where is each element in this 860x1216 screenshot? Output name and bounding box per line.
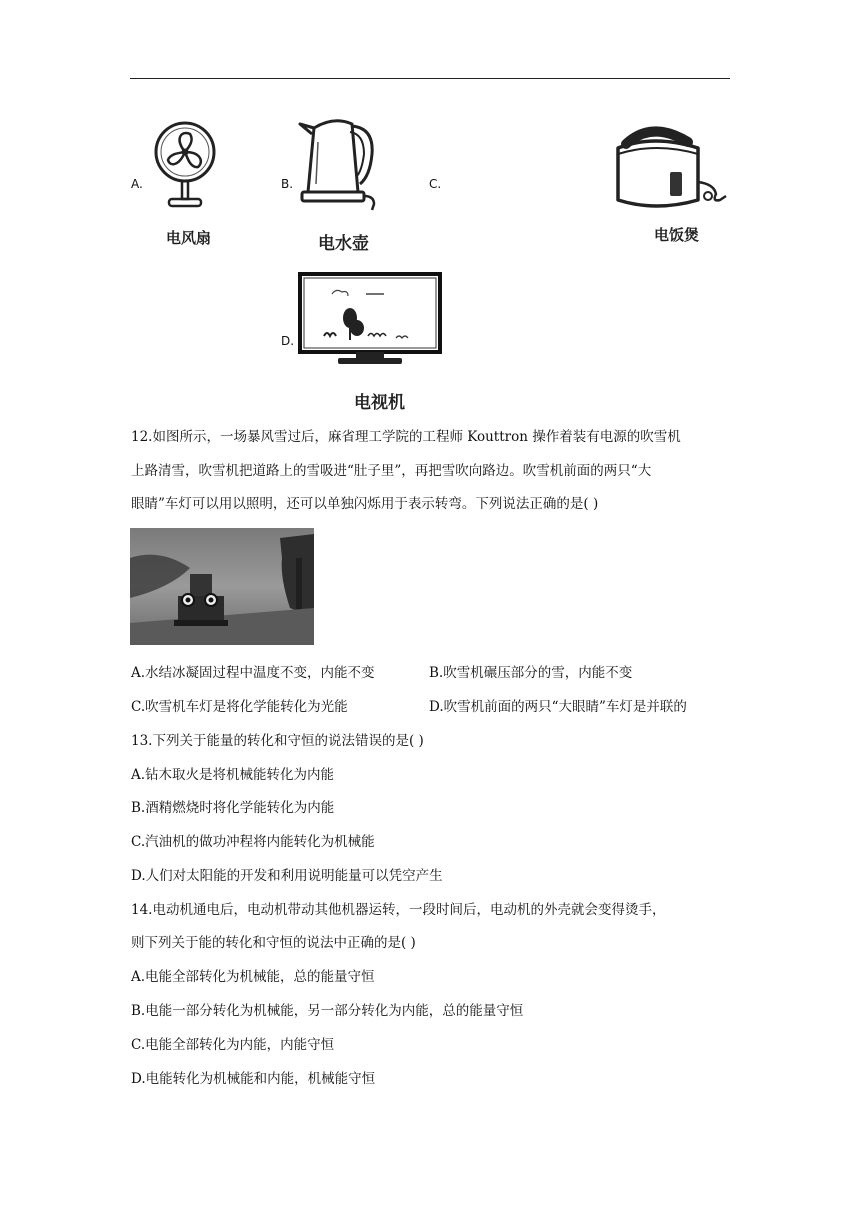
- option-c-letter: C.: [429, 177, 442, 191]
- header-rule: [130, 78, 730, 79]
- option-a-letter: A.: [131, 177, 143, 191]
- option-a[interactable]: [130, 110, 250, 250]
- option-d[interactable]: [280, 268, 460, 414]
- television-icon: [298, 272, 442, 368]
- option-c-caption: 电饭煲: [654, 226, 700, 244]
- q13-option-c[interactable]: C.汽油机的做功冲程将内能转化为机械能: [131, 834, 375, 850]
- rice-cooker-icon: [612, 120, 730, 212]
- q13-stem: 13.下列关于能量的转化和守恒的说法错误的是( ): [131, 733, 424, 749]
- q14-option-c[interactable]: C.电能全部转化为内能，内能守恒: [131, 1037, 335, 1053]
- option-c[interactable]: [428, 110, 738, 250]
- q12-stem-line-1: 12.如图所示，一场暴风雪过后，麻省理工学院的工程师 Kouttron 操作着装有电源的吹雪机: [131, 429, 681, 445]
- q13-option-b[interactable]: B.酒精燃烧时将化学能转化为内能: [131, 800, 335, 816]
- q14-stem-line-2: 则下列关于能的转化和守恒的说法中正确的是( ): [131, 935, 416, 951]
- q12-option-d[interactable]: D.吹雪机前面的两只“大眼睛”车灯是并联的: [429, 699, 687, 715]
- option-b-letter: B.: [281, 177, 294, 191]
- q12-option-c[interactable]: C.吹雪机车灯是将化学能转化为光能: [131, 699, 348, 715]
- q14-option-d[interactable]: D.电能转化为机械能和内能，机械能守恒: [131, 1071, 376, 1087]
- electric-fan-icon: [152, 118, 218, 210]
- q14-option-a[interactable]: A.电能全部转化为机械能，总的能量守恒: [131, 969, 375, 985]
- q14-option-b[interactable]: B.电能一部分转化为机械能，另一部分转化为内能，总的能量守恒: [131, 1003, 524, 1019]
- option-b-caption: 电水壶: [318, 234, 369, 254]
- q12-option-a[interactable]: A.水结冰凝固过程中温度不变，内能不变: [131, 665, 375, 681]
- q13-option-a[interactable]: A.钻木取火是将机械能转化为内能: [131, 767, 335, 783]
- q12-stem-line-3: 眼睛”车灯可以用以照明，还可以单独闪烁用于表示转弯。下列说法正确的是( ): [131, 496, 599, 512]
- option-d-caption: 电视机: [354, 393, 405, 413]
- snow-blower-photo: [130, 528, 314, 645]
- q13-option-d[interactable]: D.人们对太阳能的开发和利用说明能量可以凭空产生: [131, 868, 443, 884]
- q14-stem-line-1: 14.电动机通电后，电动机带动其他机器运转，一段时间后，电动机的外壳就会变得烫手，: [131, 902, 666, 918]
- q12-option-b[interactable]: B.吹雪机碾压部分的雪，内能不变: [429, 665, 633, 681]
- option-a-caption: 电风扇: [166, 229, 212, 247]
- option-b[interactable]: [280, 108, 400, 253]
- q12-stem-line-2: 上路清雪，吹雪机把道路上的雪吸进“肚子里”，再把雪吹向路边。吹雪机前面的两只“大: [131, 463, 652, 479]
- option-d-letter: D.: [281, 334, 295, 348]
- electric-kettle-icon: [294, 112, 380, 212]
